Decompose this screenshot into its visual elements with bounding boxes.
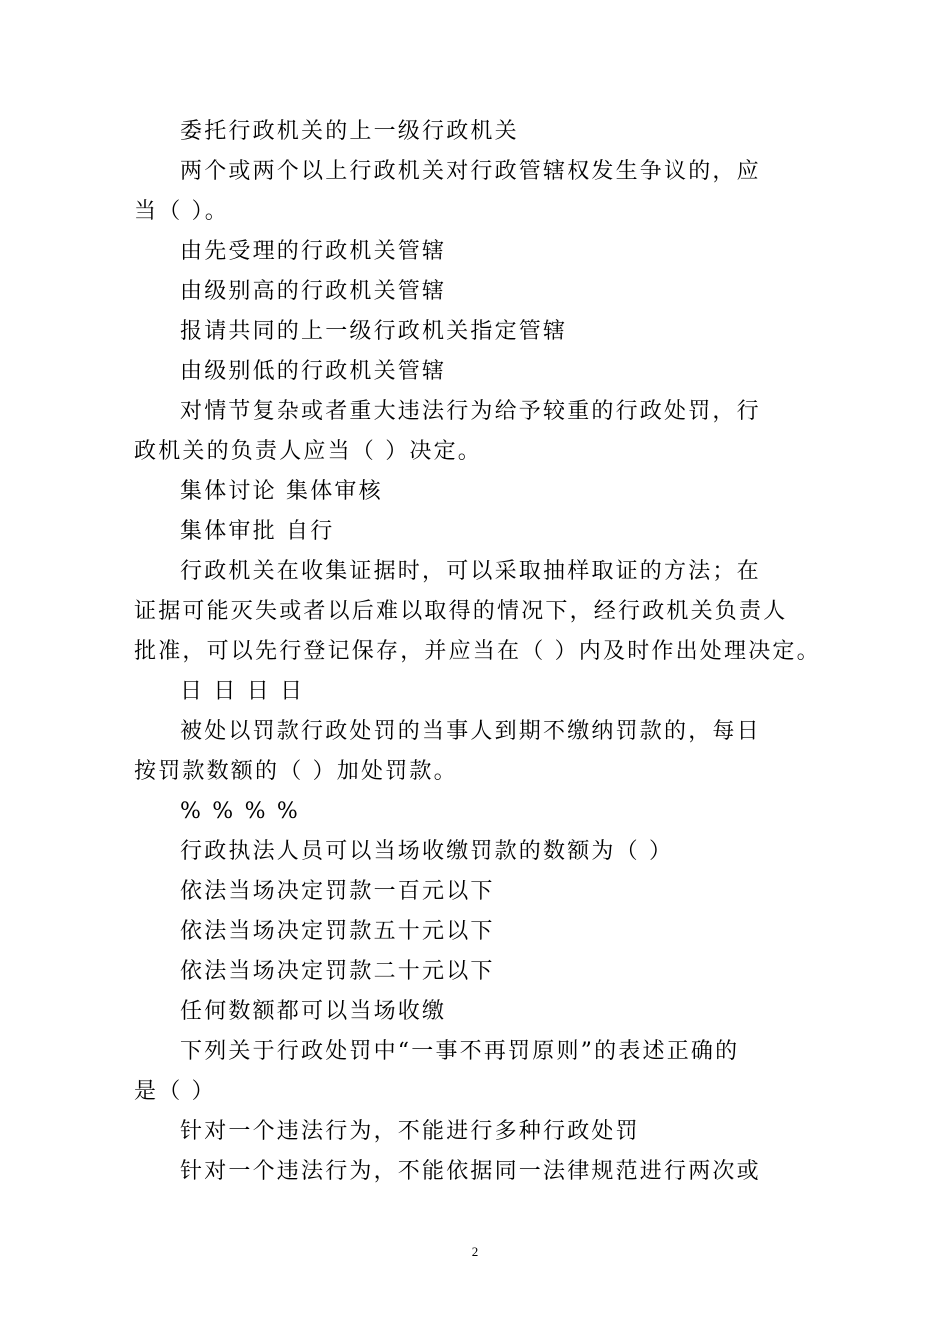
option-line: 任何数额都可以当场收缴 [180, 999, 447, 1024]
option-row: % % % % [180, 799, 300, 824]
question-line: 行政机关在收集证据时，可以采取抽样取证的方法；在 [180, 559, 761, 584]
option-line: 由先受理的行政机关管辖 [180, 239, 447, 264]
option-line: 依法当场决定罚款一百元以下 [180, 879, 495, 904]
option-row: 集体审批 自行 [180, 519, 335, 544]
option-line: 依法当场决定罚款五十元以下 [180, 919, 495, 944]
option-line: 针对一个违法行为，不能进行多种行政处罚 [180, 1119, 640, 1144]
question-line: 批准，可以先行登记保存，并应当在（ ）内及时作出处理决定。 [134, 639, 821, 664]
option-line: 委托行政机关的上一级行政机关 [180, 119, 519, 144]
question-line: 两个或两个以上行政机关对行政管辖权发生争议的，应 [180, 159, 761, 184]
question-line: 是（ ） [134, 1079, 216, 1104]
option-line: 依法当场决定罚款二十元以下 [180, 959, 495, 984]
question-line: 证据可能灭失或者以后难以取得的情况下，经行政机关负责人 [134, 599, 788, 624]
option-line: 针对一个违法行为，不能依据同一法律规范进行两次或 [180, 1159, 761, 1184]
page-number: 2 [471, 1244, 479, 1259]
option-line: 由级别高的行政机关管辖 [180, 279, 447, 304]
option-line: 报请共同的上一级行政机关指定管辖 [180, 319, 568, 344]
question-line: 对情节复杂或者重大违法行为给予较重的行政处罚，行 [180, 399, 761, 424]
question-line: 行政执法人员可以当场收缴罚款的数额为（ ） [180, 839, 674, 864]
option-row: 集体讨论 集体审核 [180, 479, 383, 504]
option-row: 日 日 日 日 [180, 679, 305, 704]
question-line: 政机关的负责人应当（ ）决定。 [134, 439, 482, 464]
option-line: 由级别低的行政机关管辖 [180, 359, 447, 384]
question-line: 按罚款数额的（ ）加处罚款。 [134, 759, 458, 784]
question-line: 下列关于行政处罚中“一事不再罚原则”的表述正确的 [180, 1039, 740, 1064]
question-line: 被处以罚款行政处罚的当事人到期不缴纳罚款的，每日 [180, 719, 761, 744]
question-line: 当（ ）。 [134, 199, 229, 224]
